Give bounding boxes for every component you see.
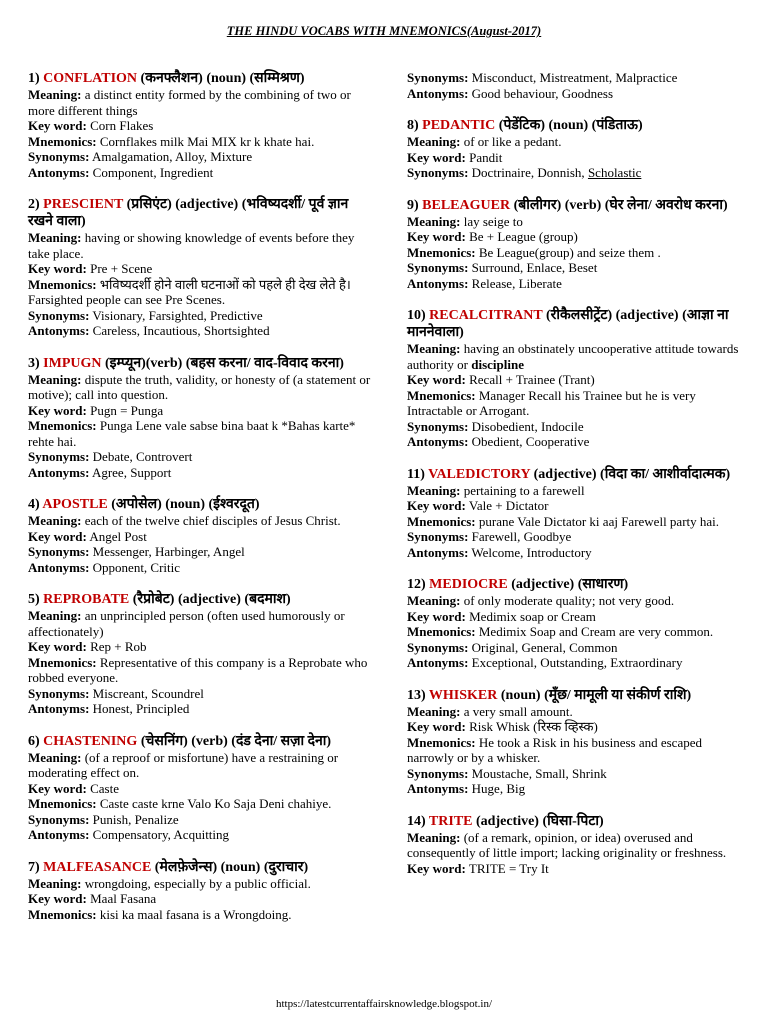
line-text: Compensatory, Acquitting [89,827,230,842]
line-text: Debate, Controvert [89,449,193,464]
entry-number: 9) [407,197,423,213]
line-label: Antonyms: [407,85,469,101]
line-label: Meaning: [28,875,82,891]
line-text: Miscreant, Scoundrel [89,685,204,701]
line-text: kisi ka maal fasana is a Wrongdoing. [96,906,292,922]
line-text: Good behaviour, Goodness [468,85,614,101]
line-text: an unprincipled person (often used humorously or affectionately) [28,608,345,639]
entry-line [407,260,747,276]
entry-line [407,545,747,561]
line-text: Doctrinaire, Donnish, [468,165,588,180]
line-label: Antonyms: [407,275,469,291]
line-label: Key word: [28,118,87,133]
entry-line [407,719,747,735]
entry-line [407,419,747,435]
entry-heading [28,733,373,750]
line-text: Opponent, Critic [89,559,181,575]
line-label: Key word: [407,719,466,734]
line-label: Mnemonics: [407,734,476,750]
line-text: Welcome, Introductory [468,544,592,560]
entry-line [28,230,373,261]
entry-line [28,750,373,781]
entry-line [407,498,747,514]
entry-line [407,214,747,230]
entry-line [28,149,373,165]
line-label: Antonyms: [407,655,469,670]
line-text: Punga Lene vale sabse bina baat k *Bahas karte* rehte hai. [28,418,356,449]
entry-line [28,372,373,403]
entry-heading [28,196,373,230]
entry-line [407,781,747,797]
line-label: Antonyms: [28,164,90,180]
entry-line [407,341,747,372]
line-label: Antonyms: [407,781,469,796]
entry-number: 14) [407,813,429,829]
line-text: Careless, Incautious, Shortsighted [89,323,270,338]
vocab-entry [407,813,747,877]
line-text: Maal Fasana [86,891,157,906]
entry-line [28,544,373,560]
line-label: Synonyms: [28,149,90,164]
line-text: Pre + Scene [86,261,153,276]
line-text: Cornflakes milk Mai MIX kr k khate hai. [96,133,315,149]
entry-line [407,70,747,86]
line-text: Component, Ingredient [89,164,214,180]
entry-line [407,514,747,530]
line-label: Synonyms: [407,529,469,544]
entry-heading [407,813,747,830]
line-text: Caste caste krne Valo Ko Saja Deni chahiye. [96,796,332,811]
entry-word: REPROBATE [43,592,130,607]
entry-pos-translation: (अपोसेल) (noun) (ईश्वरदूत) [107,497,260,512]
line-text: Honest, Principled [89,701,190,716]
entry-word: TRITE [428,813,473,829]
line-text: Amalgamation, Alloy, Mixture [89,149,253,164]
entry-line [28,308,373,324]
line-text: lay seige to [460,213,523,229]
line-label: Antonyms: [28,464,90,480]
line-text: Obedient, Cooperative [468,434,590,449]
line-label: Key word: [407,498,466,513]
line-label: Mnemonics: [407,513,476,529]
entry-line [407,766,747,782]
entry-pos-translation: (कनफ्लैशन) (noun) (सम्मिश्रण) [137,71,305,86]
vocab-entry [28,70,373,180]
entry-line [407,388,747,419]
line-label: Synonyms: [407,70,469,85]
entry-word: PRESCIENT [43,197,124,212]
entry-line [28,449,373,465]
line-text: pertaining to a farewell [460,482,585,498]
entry-pos-translation: (पेडेंटिक) (noun) (पंडिताऊ) [495,118,643,133]
entry-line [28,796,373,812]
entry-word: MALFEASANCE [43,859,152,875]
line-text: a distinct entity formed by the combining of two or more different things [28,87,351,118]
page-title: THE HINDU VOCABS WITH MNEMONICS(August-2017) [226,24,542,38]
line-label: Synonyms: [28,307,90,323]
entry-line [28,323,373,339]
right-column [407,70,747,892]
vocab-entry [28,733,373,843]
entry-word: IMPUGN [43,355,102,371]
entry-number: 8) [407,118,423,133]
line-text: Be + League (group) [465,229,578,244]
line-text: Surround, Enlace, Beset [468,260,598,275]
entry-heading [28,70,373,87]
line-label: Key word: [28,780,87,796]
entry-line [407,86,747,102]
vocab-entry [28,355,373,481]
line-label: Meaning: [407,213,461,229]
entry-line [407,483,747,499]
line-text: Original, General, Common [468,639,618,655]
entry-number: 5) [28,592,44,607]
line-label: Key word: [28,261,87,276]
entry-pos-translation: (प्रसिएंट) (adjective) (भविष्यदर्शी/ पूर्व ज्ञान रखने वाला) [28,197,349,229]
entry-word: PEDANTIC [422,118,496,133]
entry-pos-translation: (रीकैलसीट्रेंट) (adjective) (आज्ञा ना माननेवाला) [407,308,729,340]
line-text: Corn Flakes [86,118,154,133]
entry-word: MEDIOCRE [429,577,508,592]
line-text: having an obstinately uncooperative attitude towards authority or [407,341,739,372]
line-label: Meaning: [407,829,461,845]
line-label: Key word: [407,372,466,387]
entry-line [28,465,373,481]
entry-heading [407,197,747,214]
entry-line [28,891,373,907]
line-text: Risk Whisk (रिस्क व्हिस्क) [465,719,598,734]
line-label: Synonyms: [28,544,90,559]
entry-line [28,608,373,639]
line-text: having or showing knowledge of events before they take place. [28,230,355,261]
line-text: each of the twelve chief disciples of Jesus Christ. [81,513,341,528]
line-label: Meaning: [28,749,82,765]
line-label: Antonyms: [407,434,469,449]
line-label: Key word: [28,402,87,418]
line-label: Key word: [407,608,466,624]
line-text: of only moderate quality; not very good. [460,593,675,608]
line-text: Rep + Rob [86,639,147,654]
entry-line [28,655,373,686]
line-label: Meaning: [28,230,82,245]
entry-line [28,907,373,923]
line-text: Representative of this company is a Reprobate who robbed everyone. [28,654,368,685]
entry-line [28,812,373,828]
entry-heading [28,355,373,372]
line-text: Disobedient, Indocile [468,418,584,434]
line-label: Mnemonics: [28,654,97,670]
line-label: Meaning: [407,341,461,356]
line-label: Meaning: [28,371,82,387]
entry-line [407,150,747,166]
line-text: Messenger, Harbinger, Angel [89,544,245,559]
entry-number: 11) [407,466,429,482]
entry-line [407,609,747,625]
entry-pos-translation: (adjective) (साधारण) [507,577,629,592]
line-label: Key word: [407,149,466,165]
entry-line [28,134,373,150]
entry-word: CONFLATION [43,71,138,86]
entry-heading [28,859,373,876]
line-text: Recall + Trainee (Trant) [465,372,595,387]
entry-line [407,830,747,861]
line-label: Key word: [407,229,466,244]
entry-word: BELEAGUER [422,197,511,213]
entry-pos-translation: (मेलफ़ेजेन्स) (noun) (दुराचार) [151,859,309,875]
entry-pos-translation: (चेसनिंग) (verb) (दंड देना/ सज़ा देना) [137,733,332,749]
line-label: Key word: [407,860,466,876]
vocab-entry [407,70,747,101]
entry-line [407,593,747,609]
entry-line [407,165,747,181]
entry-line [407,245,747,261]
line-label: Antonyms: [407,544,469,560]
line-text: Farewell, Goodbye [468,529,572,544]
entry-heading [407,466,747,483]
entry-pos-translation: (इम्प्यून)(verb) (बहस करना/ वाद-विवाद करना) [101,355,344,371]
entry-line [28,639,373,655]
line-label: Meaning: [407,482,461,498]
line-label: Mnemonics: [28,796,97,811]
line-label: Meaning: [407,134,461,149]
vocab-entry [407,117,747,181]
line-text: dispute the truth, validity, or honesty of (a statement or motive); call into question. [28,371,371,402]
entry-heading [407,307,747,341]
line-text: (of a reproof or misfortune) have a restraining or moderating effect on. [28,749,339,780]
line-text: He took a Risk in his business and escaped narrowly or by a whisker. [407,734,702,765]
entry-line [407,655,747,671]
line-text: Pugn = Punga [86,402,164,418]
line-label: Mnemonics: [28,276,97,292]
line-text: Punish, Penalize [89,811,179,827]
line-label: Mnemonics: [28,418,97,433]
entry-word: CHASTENING [43,733,138,749]
entry-line [407,640,747,656]
line-text: Exceptional, Outstanding, Extraordinary [468,655,683,670]
line-label: Key word: [28,639,87,654]
line-label: Antonyms: [28,701,90,716]
entry-line [407,529,747,545]
line-text: Vale + Dictator [465,498,549,513]
line-label: Synonyms: [407,165,469,180]
line-bold-text: discipline [471,356,525,372]
vocab-entry [28,591,373,717]
line-text: Medimix Soap and Cream are very common. [475,624,714,639]
line-label: Synonyms: [28,811,90,827]
entry-line [28,418,373,449]
left-column [28,70,373,938]
line-label: Meaning: [28,513,82,528]
entry-line [407,372,747,388]
entry-line [407,735,747,766]
line-text: भविष्यदर्शी होने वाली घटनाओं को पहले ही देख लेते है। Farsighted people can see Pre Scenes. [28,276,351,307]
entry-line [407,434,747,450]
vocab-entry [28,859,373,923]
entry-number: 3) [28,355,44,371]
entry-line [407,134,747,150]
entry-line [28,827,373,843]
entry-word: VALEDICTORY [428,466,531,482]
entry-line [407,704,747,720]
line-text: of or like a pedant. [460,134,562,149]
entry-heading [407,576,747,593]
line-text: Angel Post [86,528,147,544]
vocab-entry [407,197,747,292]
line-text: Misconduct, Mistreatment, Malpractice [468,70,678,85]
line-text: a very small amount. [460,703,573,719]
entry-number: 4) [28,497,43,512]
entry-heading [407,117,747,134]
line-label: Key word: [28,528,87,544]
line-label: Mnemonics: [407,387,476,403]
line-label: Antonyms: [28,323,90,338]
entry-pos-translation: (adjective) (विदा का/ आशीर्वादात्मक) [530,466,731,482]
line-text: Caste [86,780,119,796]
entry-line [28,781,373,797]
entry-line [28,876,373,892]
line-text: TRITE = Try It [465,860,549,876]
line-label: Mnemonics: [407,244,476,260]
entry-line [407,624,747,640]
line-label: Meaning: [407,703,461,719]
line-label: Mnemonics: [28,906,97,922]
entry-line [407,861,747,877]
entry-pos-translation: (adjective) (घिसा-पिटा) [472,813,604,829]
line-text: Moustache, Small, Shrink [468,765,607,781]
line-label: Synonyms: [407,639,469,655]
entry-word: RECALCITRANT [429,308,543,323]
line-text: Visionary, Farsighted, Predictive [89,307,263,323]
entry-line [407,229,747,245]
entry-line [28,701,373,717]
line-label: Mnemonics: [407,624,476,639]
vocab-entry [28,196,373,339]
entry-number: 10) [407,308,430,323]
line-text: purane Vale Dictator ki aaj Farewell party hai. [475,513,720,529]
vocab-entry [407,466,747,561]
line-text: Agree, Support [89,464,172,480]
entry-line [28,87,373,118]
line-label: Synonyms: [28,685,90,701]
line-label: Synonyms: [407,260,469,275]
line-text: Manager Recall his Trainee but he is very Intractable or Arrogant. [407,387,696,418]
entry-word: APOSTLE [42,497,108,512]
entry-number: 7) [28,859,44,875]
line-text: Be League(group) and seize them . [475,244,661,260]
line-label: Meaning: [28,87,82,102]
line-label: Synonyms: [407,418,469,434]
entry-line [28,165,373,181]
entry-line [28,403,373,419]
entry-line [28,686,373,702]
entry-heading [407,687,747,704]
line-label: Synonyms: [407,765,469,781]
line-underlined-text: Scholastic [587,165,642,180]
vocab-entry [407,307,747,450]
line-label: Synonyms: [28,449,90,464]
entry-number: 2) [28,197,44,212]
entry-number: 12) [407,577,430,592]
entry-pos-translation: (noun) (मूँछ/ मामूली या संकीर्ण राशि) [497,687,692,703]
line-label: Key word: [28,891,87,906]
entry-line [28,513,373,529]
entry-line [28,261,373,277]
entry-heading [28,591,373,608]
line-text: Huge, Big [468,781,526,796]
footer-url[interactable]: https://latestcurrentaffairsknowledge.blogspot.in/ [275,998,493,1010]
line-label: Antonyms: [28,827,90,842]
entry-line [28,529,373,545]
entry-word: WHISKER [428,687,498,703]
entry-number: 1) [28,71,44,86]
line-text: wrongdoing, especially by a public official. [81,875,311,891]
line-text: Medimix soap or Cream [465,608,596,624]
vocab-entry [407,687,747,797]
entry-line [28,277,373,308]
entry-pos-translation: (रैप्रोबेट) (adjective) (बदमाश) [129,592,291,607]
vocab-entry [28,496,373,575]
line-text: (of a remark, opinion, or idea) overused and consequently of little import; lacking originality or freshness. [407,829,727,860]
line-label: Meaning: [407,593,461,608]
line-label: Antonyms: [28,559,90,575]
line-text: Pandit [465,149,503,165]
entry-pos-translation: (बीलीगर) (verb) (घेर लेना/ अवरोध करना) [510,197,728,213]
vocab-entry [407,576,747,671]
line-label: Meaning: [28,608,82,623]
entry-heading [28,496,373,513]
entry-number: 13) [407,687,429,703]
line-text: Release, Liberate [468,275,562,291]
line-label: Mnemonics: [28,133,97,149]
entry-line [28,560,373,576]
entry-line [28,118,373,134]
entry-number: 6) [28,733,44,749]
entry-line [407,276,747,292]
